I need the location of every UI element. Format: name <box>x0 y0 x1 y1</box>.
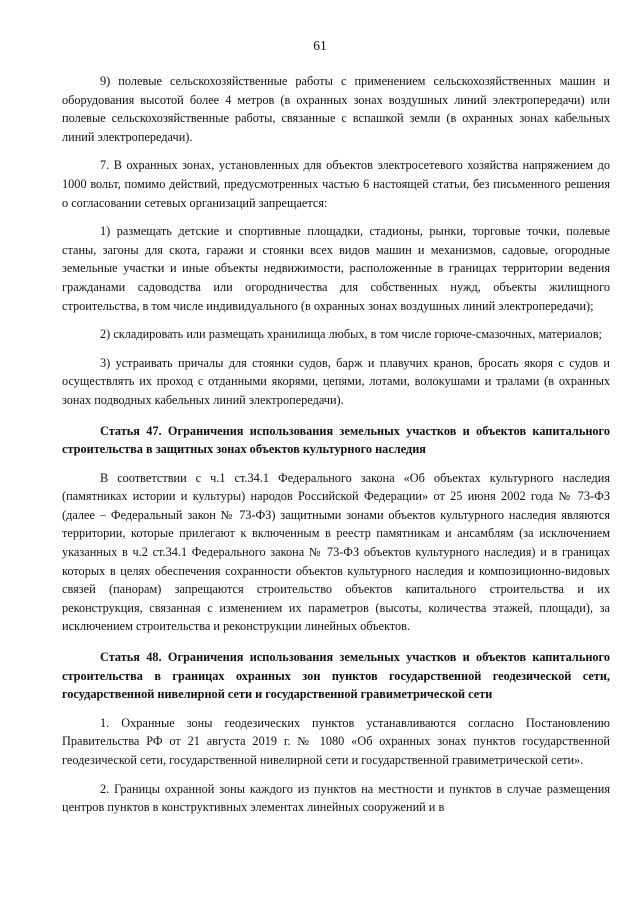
article-47-heading: Статья 47. Ограничения использования земельных участков и объектов капитального строительства в защитных зонах объектов культурного наследия <box>62 423 610 457</box>
paragraph-item-9: 9) полевые сельскохозяйственные работы с применением сельскохозяйственных машин и оборудования высотой более 4 метров (в охранных зонах воздушных линий электропередачи) или полевые сельскохозяйственные работы, связанные с вспашкой земли (в охранных зонах кабельных линий электропередачи). <box>62 74 610 144</box>
paragraph-subitem-1: 1) размещать детские и спортивные площадки, стадионы, рынки, торговые точки, полевые станы, загоны для скота, гаражи и стоянки всех видов машин и механизмов, садовые, огородные земельные участки и иные объекты недвижимости, расположенные в границах территории ведения гражданами садоводства или огородничества для собственных нужд, объекты жилищного строительства, в том числе индивидуального (в охранных зонах воздушных линий электропередачи); <box>62 224 610 313</box>
paragraph-subitem-3: 3) устраивать причалы для стоянки судов, барж и плавучих кранов, бросать якоря с судов и осуществлять их проход с отданными якорями, цепями, лотами, волокушами и тралами (в охранных зонах подводных кабельных линий электропередачи). <box>62 355 610 407</box>
paragraph-clause-7: 7. В охранных зонах, установленных для объектов электросетевого хозяйства напряжением до 1000 вольт, помимо действий, предусмотренных частью 6 настоящей статьи, без письменного решения о согласовании сетевых организаций запрещается: <box>62 158 610 210</box>
paragraph-subitem-2: 2) складировать или размещать хранилища любых, в том числе горюче-смазочных, материалов; <box>100 327 602 342</box>
page-number: 61 <box>313 38 327 53</box>
article-47-text: В соответствии с ч.1 ст.34.1 Федерального закона «Об объектах культурного наследия (памятниках истории и культуры) народов Российской Федерации» от 25 июня 2002 года № 73-ФЗ (далее – Федеральный закон № 73-ФЗ) защитными зонами объектов культурного наследия являются территории, которые прилегают к включенным в реестр памятникам и ансамблям (за исключением указанных в ч.2 ст.34.1 Федерального закона № 73-ФЗ объектов культурного наследия) и в границах которых в целях обеспечения сохранности объектов культурного наследия и композиционно-видовых связей (панорам) запрещаются строительство объектов капитального строительства и их реконструкция, связанная с изменением их параметров (высоты, количества этажей, площади), за исключением строительства и реконструкции линейных объектов. <box>62 470 610 634</box>
document-body <box>62 72 610 825</box>
article-48-clause-1: 1. Охранные зоны геодезических пунктов устанавливаются согласно Постановлению Правительства РФ от 21 августа 2019 г. № 1080 «Об охранных зонах пунктов государственной геодезической сети, государственной нивелирной сети и государственной гравиметрической сети». <box>62 715 610 767</box>
article-48-clause-2: 2. Границы охранной зоны каждого из пунктов на местности и пунктов в случае размещения центров пунктов в конструктивных элементах линейных сооружений и в <box>62 781 610 815</box>
article-48-heading: Статья 48. Ограничения использования земельных участков и объектов капитального строительства в границах охранных зон пунктов государственной геодезической сети, государственной нивелирной сети и государственной гравиметрической сети <box>62 650 610 702</box>
